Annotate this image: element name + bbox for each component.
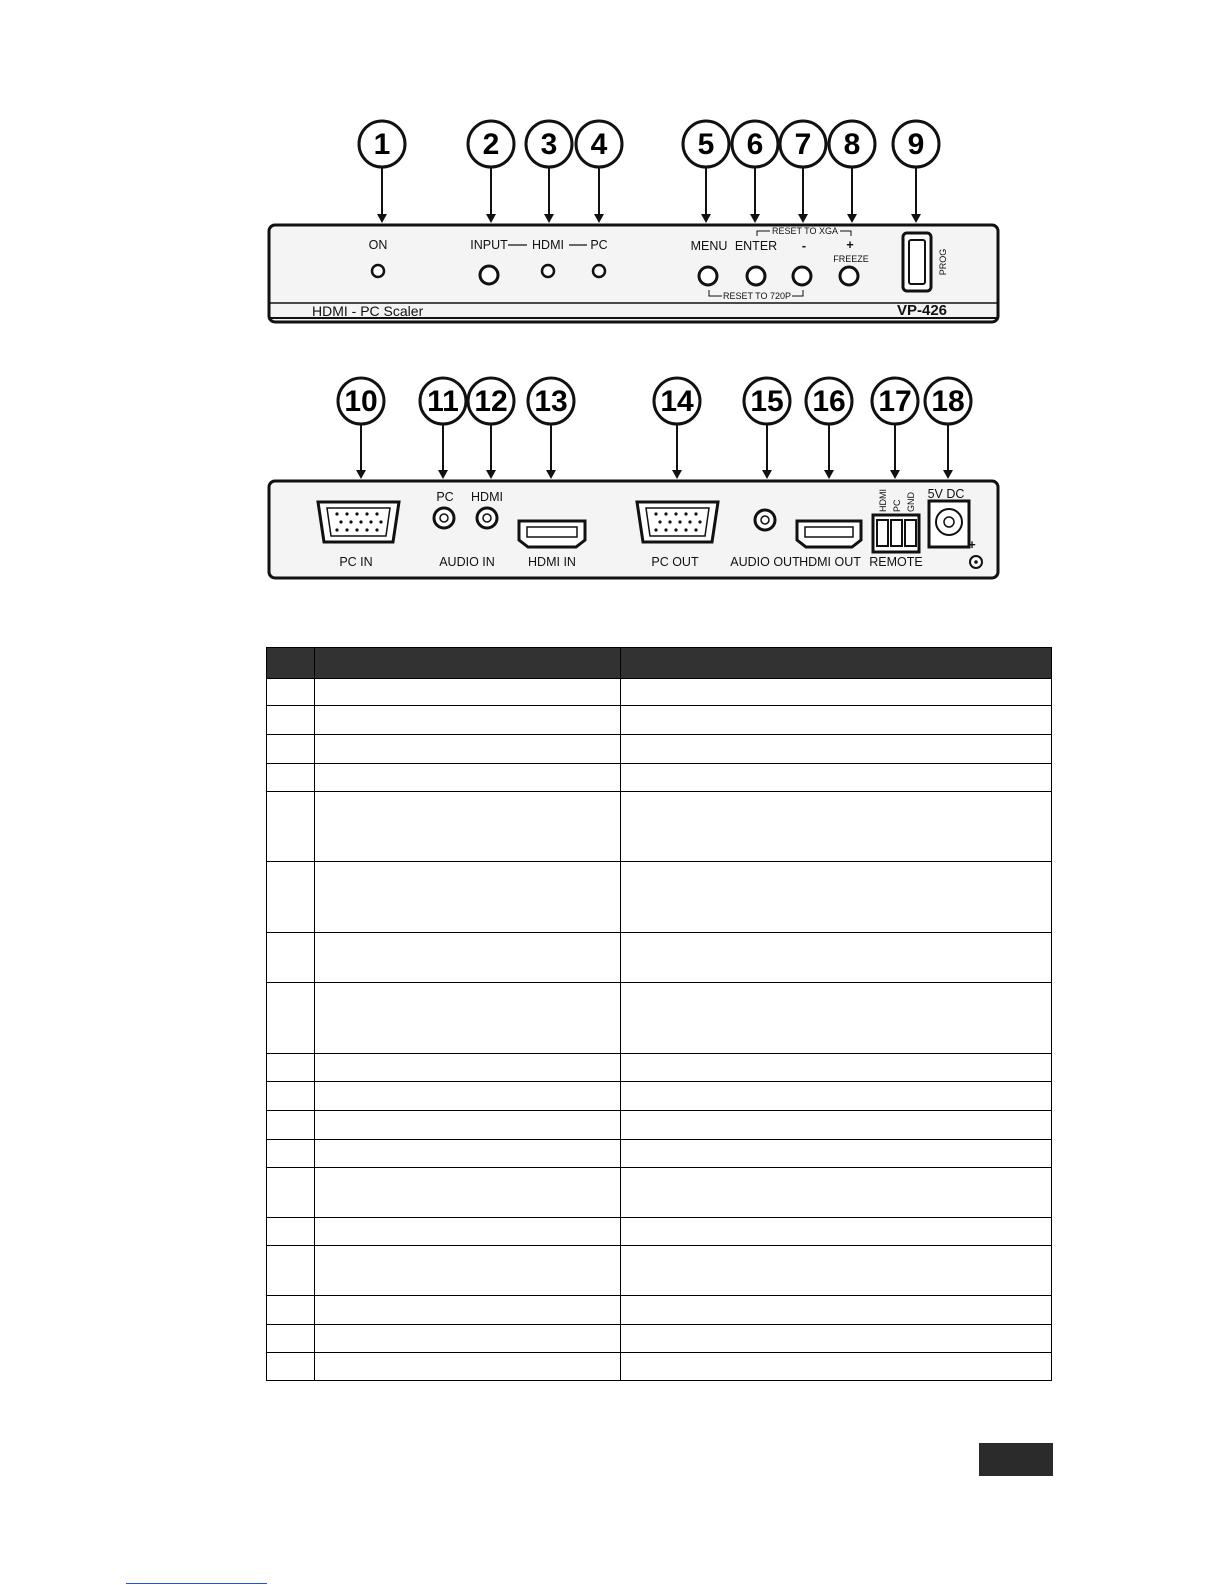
power-label: 5V DC	[927, 487, 965, 501]
minus-label: -	[801, 239, 807, 253]
svg-text:18: 18	[931, 385, 965, 418]
svg-text:1: 1	[373, 128, 391, 161]
remote-pc-label: PC	[892, 499, 902, 512]
table-row	[267, 1246, 1052, 1296]
rear-callout-11	[420, 378, 466, 479]
table-cell-number	[267, 1296, 315, 1325]
table-cell-feature	[315, 792, 621, 862]
table-cell-number	[267, 1111, 315, 1140]
remote-hdmi-label: HDMI	[878, 489, 888, 512]
table-cell-function	[621, 862, 1052, 933]
page-number-tab	[979, 1443, 1053, 1476]
front-callout-2	[468, 121, 514, 223]
table-cell-number	[267, 764, 315, 792]
table-row	[267, 1218, 1052, 1246]
rear-callout-18	[925, 378, 971, 479]
remote-label: REMOTE	[869, 555, 923, 569]
table-cell-feature	[315, 933, 621, 983]
panel-diagrams	[0, 0, 1225, 600]
hdmi-label: HDMI	[532, 238, 564, 252]
front-callout-8	[829, 121, 875, 223]
table-cell-function	[621, 1140, 1052, 1168]
svg-text:5: 5	[697, 128, 715, 161]
table-cell-function	[621, 764, 1052, 792]
audio-out-label: AUDIO OUT	[730, 555, 800, 569]
table-cell-feature	[315, 1353, 621, 1381]
table-cell-function	[621, 1218, 1052, 1246]
svg-text:2: 2	[482, 128, 500, 161]
table-cell-number	[267, 1246, 315, 1296]
front-callout-7	[780, 121, 826, 223]
enter-button[interactable]	[747, 267, 765, 285]
rear-callout-13	[528, 378, 574, 479]
table-cell-function	[621, 1246, 1052, 1296]
table-cell-function	[621, 1054, 1052, 1082]
table-cell-number	[267, 933, 315, 983]
table-row	[267, 862, 1052, 933]
rear-panel	[269, 378, 998, 578]
front-callout-6	[732, 121, 778, 223]
table-cell-feature	[315, 1140, 621, 1168]
table-row	[267, 792, 1052, 862]
enter-label: ENTER	[734, 239, 778, 253]
table-cell-number	[267, 1218, 315, 1246]
input-button[interactable]	[480, 266, 498, 284]
rear-callout-14	[654, 378, 700, 479]
reset-720p-label: RESET TO 720P	[722, 291, 792, 301]
rear-callout-16	[806, 378, 852, 479]
plus-label: +	[846, 238, 854, 252]
table-cell-function	[621, 679, 1052, 706]
feature-table	[266, 647, 1052, 1381]
product-name: HDMI - PC Scaler	[312, 303, 424, 319]
table-cell-feature	[315, 679, 621, 706]
hdmi-out-label: HDMI OUT	[799, 555, 861, 569]
svg-text:17: 17	[878, 385, 912, 418]
table-row	[267, 706, 1052, 735]
reset-xga-label: RESET TO XGA	[771, 226, 839, 236]
rear-callout-17	[872, 378, 918, 479]
table-cell-number	[267, 1168, 315, 1218]
table-cell-feature	[315, 983, 621, 1054]
freeze-label: FREEZE	[833, 254, 869, 264]
table-cell-function	[621, 706, 1052, 735]
pc-in-label: PC IN	[339, 555, 373, 569]
minus-button[interactable]	[793, 267, 811, 285]
svg-text:13: 13	[534, 385, 568, 418]
svg-text:14: 14	[660, 385, 694, 418]
table-row	[267, 1168, 1052, 1218]
pc-led	[593, 265, 605, 277]
power-plus-label: +	[968, 538, 976, 552]
model-label: VP-426	[896, 302, 948, 319]
pc-out-label: PC OUT	[651, 555, 699, 569]
table-row	[267, 735, 1052, 764]
svg-text:9: 9	[907, 128, 925, 161]
plus-button[interactable]	[840, 267, 858, 285]
svg-text:11: 11	[427, 385, 459, 418]
table-cell-number	[267, 1325, 315, 1353]
table-cell-number	[267, 1140, 315, 1168]
hdmi-in-label: HDMI IN	[528, 555, 576, 569]
svg-text:6: 6	[746, 128, 764, 161]
pc-label: PC	[590, 238, 608, 252]
table-row	[267, 1140, 1052, 1168]
table-row	[267, 1353, 1052, 1381]
table-row	[267, 764, 1052, 792]
on-label: ON	[368, 238, 388, 252]
table-cell-number	[267, 792, 315, 862]
table-cell-number	[267, 735, 315, 764]
table-row	[267, 983, 1052, 1054]
audio-in-label: AUDIO IN	[439, 555, 495, 569]
table-cell-function	[621, 792, 1052, 862]
svg-text:7: 7	[794, 128, 812, 161]
table-row	[267, 1054, 1052, 1082]
table-cell-feature	[315, 1054, 621, 1082]
table-cell-feature	[315, 862, 621, 933]
table-header-row	[267, 648, 1052, 679]
table-cell-feature	[315, 1168, 621, 1218]
table-row	[267, 933, 1052, 983]
rear-callout-12	[468, 378, 514, 479]
table-cell-number	[267, 679, 315, 706]
table-cell-number	[267, 1054, 315, 1082]
table-row	[267, 1296, 1052, 1325]
audio-hdmi-label: HDMI	[471, 490, 503, 504]
svg-text:8: 8	[843, 128, 861, 161]
footer-link-underline[interactable]	[126, 1583, 267, 1584]
table-cell-function	[621, 1168, 1052, 1218]
header-cell-feature	[315, 648, 621, 679]
table-row	[267, 679, 1052, 706]
table-row	[267, 1111, 1052, 1140]
header-cell-function	[621, 648, 1052, 679]
table-cell-feature	[315, 764, 621, 792]
table-row	[267, 1082, 1052, 1111]
front-panel	[269, 121, 998, 322]
table-cell-function	[621, 1296, 1052, 1325]
table-cell-feature	[315, 1246, 621, 1296]
table-cell-function	[621, 1111, 1052, 1140]
table-cell-number	[267, 706, 315, 735]
svg-text:4: 4	[590, 128, 608, 161]
svg-text:15: 15	[750, 385, 784, 418]
table-cell-feature	[315, 706, 621, 735]
input-label: INPUT	[470, 238, 508, 252]
table-cell-function	[621, 735, 1052, 764]
table-cell-feature	[315, 1082, 621, 1111]
front-callout-3	[526, 121, 572, 223]
table-cell-number	[267, 862, 315, 933]
svg-text:12: 12	[474, 385, 508, 418]
front-callout-1	[359, 121, 405, 223]
prog-label: PROG	[938, 248, 948, 276]
table-cell-function	[621, 933, 1052, 983]
menu-label: MENU	[690, 239, 728, 253]
table-cell-number	[267, 1353, 315, 1381]
table-cell-number	[267, 1082, 315, 1111]
remote-gnd-label: GND	[906, 492, 916, 512]
table-cell-feature	[315, 735, 621, 764]
table-cell-feature	[315, 1111, 621, 1140]
table-cell-feature	[315, 1218, 621, 1246]
header-cell-number	[267, 648, 315, 679]
table-cell-feature	[315, 1296, 621, 1325]
table-row	[267, 1325, 1052, 1353]
rear-callout-15	[744, 378, 790, 479]
front-callout-9	[893, 121, 939, 223]
table-cell-feature	[315, 1325, 621, 1353]
svg-text:16: 16	[812, 385, 846, 418]
on-led	[372, 265, 384, 277]
front-callout-5	[683, 121, 729, 223]
table-cell-function	[621, 1325, 1052, 1353]
rear-callout-10	[338, 378, 384, 479]
audio-pc-label: PC	[436, 490, 454, 504]
table-cell-function	[621, 1353, 1052, 1381]
table-cell-function	[621, 983, 1052, 1054]
front-callout-4	[576, 121, 622, 223]
svg-text:10: 10	[344, 385, 378, 418]
svg-text:3: 3	[540, 128, 558, 161]
table-cell-function	[621, 1082, 1052, 1111]
menu-button[interactable]	[699, 267, 717, 285]
table-cell-number	[267, 983, 315, 1054]
hdmi-led	[542, 265, 554, 277]
